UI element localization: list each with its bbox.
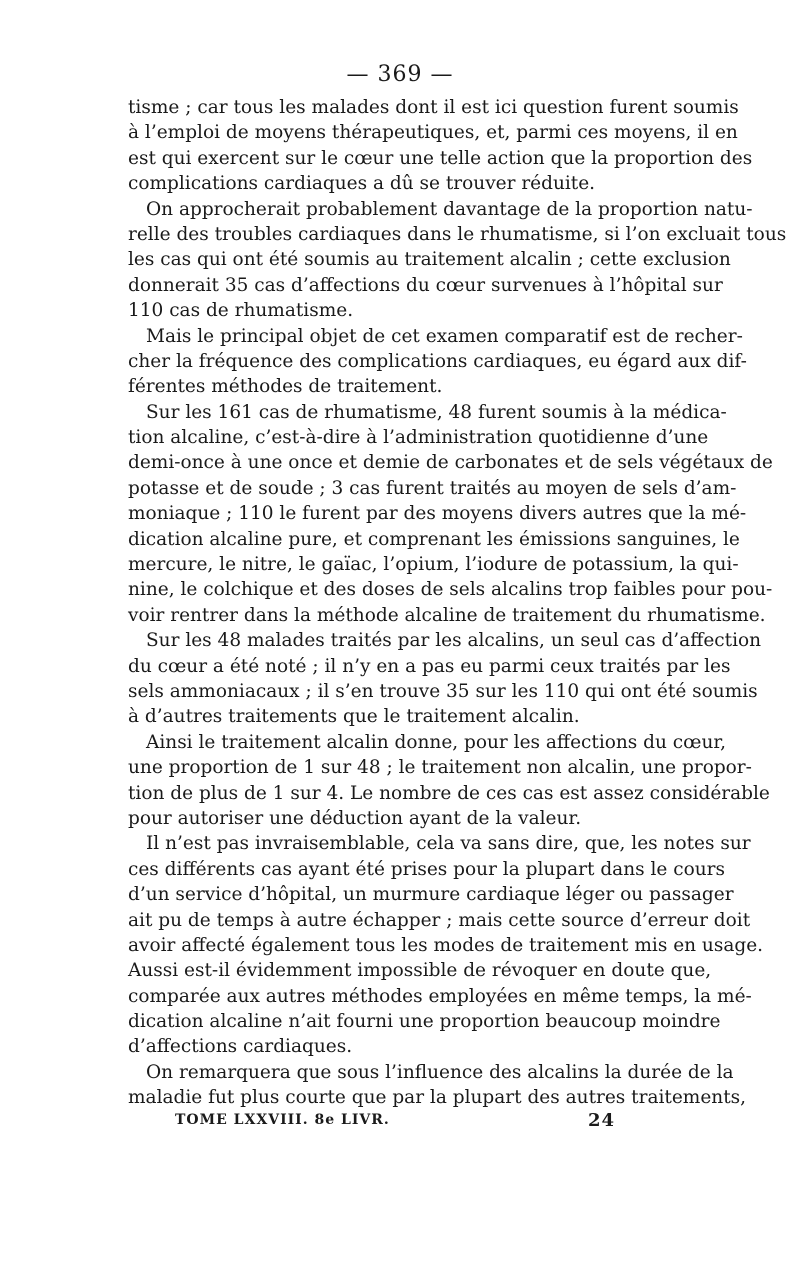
text-line: dication alcaline n’ait fourni une proportion beaucoup moindre [128, 1011, 721, 1033]
text-line: On remarquera que sous l’influence des alcalins la durée de la [146, 1061, 734, 1083]
text-line: nine, le colchique et des doses de sels alcalins trop faibles pour pou- [128, 579, 773, 601]
text-line: est qui exercent sur le cœur une telle action que la proportion des [128, 147, 753, 169]
text-line: demi-once à une once et demie de carbonates et de sels végétaux de [128, 452, 773, 474]
volume-signature: TOME LXXVIII. 8e LIVR. [175, 1112, 390, 1128]
text-line: donnerait 35 cas d’affections du cœur survenues à l’hôpital sur [128, 274, 723, 296]
paragraph [128, 95, 753, 197]
text-line: voir rentrer dans la méthode alcaline de traitement du rhumatisme. [128, 604, 766, 626]
paragraph [128, 324, 747, 400]
paragraph [128, 1060, 746, 1111]
paragraph [128, 197, 787, 324]
text-line: Il n’est pas invraisemblable, cela va sans dire, que, les notes sur [146, 833, 751, 855]
text-line: dication alcaline pure, et comprenant les émissions sanguines, le [128, 528, 740, 550]
text-line: cher la fréquence des complications cardiaques, eu égard aux dif- [128, 350, 747, 372]
paragraph [128, 400, 773, 629]
text-line: comparée aux autres méthodes employées en même temps, la mé- [128, 985, 752, 1007]
paragraph [128, 730, 770, 832]
text-line: d’un service d’hôpital, un murmure cardiaque léger ou passager [128, 884, 734, 906]
text-line: moniaque ; 110 le furent par des moyens divers autres que la mé- [128, 503, 747, 525]
text-line: complications cardiaques a dû se trouver réduite. [128, 173, 596, 195]
text-line: Mais le principal objet de cet examen comparatif est de recher- [146, 325, 743, 347]
text-line: 110 cas de rhumatisme. [128, 300, 354, 322]
text-line: les cas qui ont été soumis au traitement alcalin ; cette exclusion [128, 249, 731, 271]
text-line: à l’emploi de moyens thérapeutiques, et, parmi ces moyens, il en [128, 122, 738, 144]
page-number: — 369 — [346, 62, 454, 87]
text-line: avoir affecté également tous les modes de traitement mis en usage. [128, 934, 764, 956]
paragraph [128, 628, 762, 730]
text-line: Sur les 48 malades traités par les alcalins, un seul cas d’affection [146, 630, 762, 652]
text-line: pour autoriser une déduction ayant de la valeur. [128, 807, 582, 829]
text-line: maladie fut plus courte que par la plupart des autres traitements, [128, 1087, 746, 1109]
body-text [128, 95, 787, 1111]
text-line: On approcherait probablement davantage de la proportion natu- [146, 198, 753, 220]
text-line: relle des troubles cardiaques dans le rhumatisme, si l’on excluait tous [128, 223, 787, 245]
text-line: Sur les 161 cas de rhumatisme, 48 furent soumis à la médica- [146, 401, 727, 423]
text-line: ces différents cas ayant été prises pour la plupart dans le cours [128, 858, 725, 880]
text-line: Aussi est-il évidemment impossible de révoquer en doute que, [128, 960, 712, 982]
text-line: sels ammoniacaux ; il s’en trouve 35 sur les 110 qui ont été soumis [128, 680, 758, 702]
text-line: potasse et de soude ; 3 cas furent traités au moyen de sels d’am- [128, 477, 737, 499]
text-line: une proportion de 1 sur 48 ; le traitement non alcalin, une propor- [128, 757, 752, 779]
paragraph [128, 831, 764, 1060]
text-line: tion de plus de 1 sur 4. Le nombre de ces cas est assez considérable [128, 782, 770, 804]
page-footer [175, 1112, 615, 1136]
text-line: tisme ; car tous les malades dont il est ici question furent soumis [128, 97, 739, 118]
text-line: tion alcaline, c’est-à-dire à l’administration quotidienne d’une [128, 427, 709, 449]
text-line: d’affections cardiaques. [128, 1036, 353, 1058]
text-line: mercure, le nitre, le gaïac, l’opium, l’iodure de potassium, la qui- [128, 554, 739, 576]
text-line: à d’autres traitements que le traitement alcalin. [128, 706, 580, 728]
text-line: Ainsi le traitement alcalin donne, pour les affections du cœur, [146, 731, 727, 753]
text-line: férentes méthodes de traitement. [128, 376, 443, 398]
sheet-signature: 24 [587, 1110, 615, 1131]
text-line: du cœur a été noté ; il n’y en a pas eu parmi ceux traités par les [128, 655, 731, 677]
text-line: ait pu de temps à autre échapper ; mais cette source d’erreur doit [128, 909, 751, 931]
